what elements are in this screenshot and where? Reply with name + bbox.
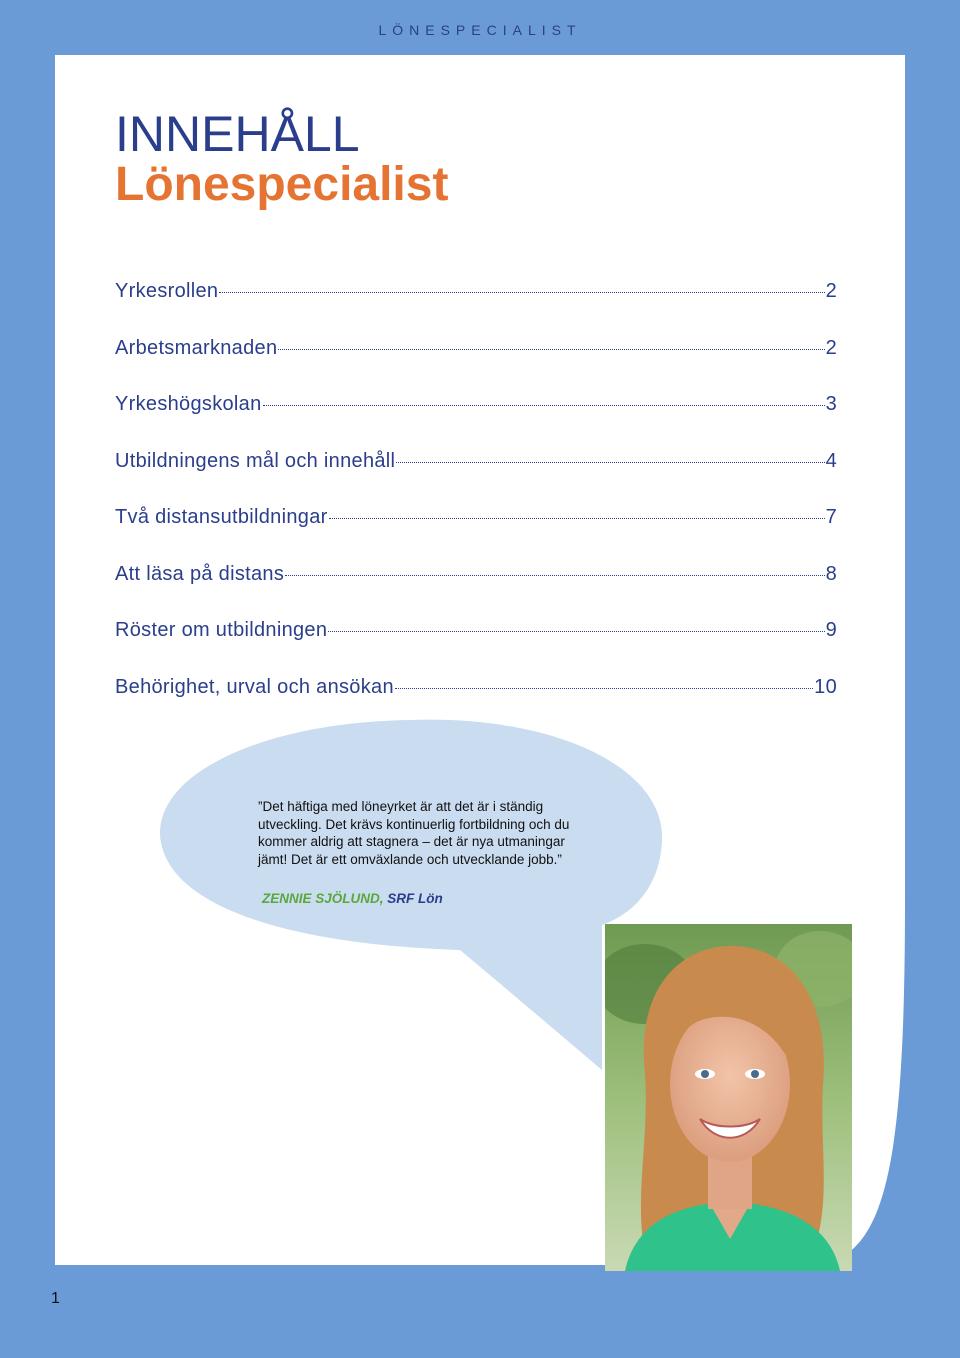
portrait-photo [605, 924, 852, 1271]
toc-entry[interactable] [115, 506, 837, 563]
toc-entry-page: 7 [825, 506, 837, 528]
toc-entry-label: Arbetsmarknaden [115, 336, 278, 359]
toc-entry[interactable] [115, 563, 837, 620]
toc-entry-page: 9 [825, 619, 837, 641]
quote-attribution [262, 891, 443, 906]
toc-entry-label: Röster om utbildningen [115, 619, 328, 641]
toc-entry-label: Att läsa på distans [115, 562, 285, 585]
dot-leader [328, 631, 824, 632]
quote-author-name: ZENNIE SJÖLUND, [262, 891, 384, 906]
toc-entry-page: 3 [825, 393, 837, 415]
toc-entry[interactable] [115, 676, 837, 733]
page-subtitle: Lönespecialist [115, 158, 449, 211]
dot-leader [278, 349, 824, 350]
table-of-contents [115, 280, 837, 732]
dot-leader [219, 292, 824, 293]
page-number: 1 [51, 1290, 60, 1307]
toc-entry-label: Utbildningens mål och innehåll [115, 449, 396, 472]
running-header: LÖNESPECIALIST [378, 22, 582, 38]
dot-leader [395, 688, 813, 689]
dot-leader [329, 518, 825, 519]
toc-entry[interactable] [115, 619, 837, 676]
toc-entry[interactable] [115, 450, 837, 507]
toc-entry-page: 2 [825, 280, 837, 302]
toc-entry-label: Yrkesrollen [115, 280, 219, 302]
toc-entry-label: Behörighet, urval och ansökan [115, 675, 394, 698]
toc-entry-label: Två distansutbildningar [115, 506, 328, 528]
toc-entry-page: 4 [825, 449, 837, 472]
dot-leader [285, 575, 824, 576]
quote-text: ”Det häftiga med löneyrket är att det är i ständig utveckling. Det krävs kontinuerlig fortbildning och du kommer aldrig att stagnera – det är nya utmaningar jämt! Det är ett omväxlande och utvecklande jobb.” [258, 799, 570, 867]
toc-entry[interactable] [115, 393, 837, 450]
toc-entry[interactable] [115, 280, 837, 337]
quote-author-org: SRF Lön [383, 891, 443, 906]
page-title: INNEHÅLL [115, 106, 360, 162]
toc-entry-page: 2 [825, 336, 837, 359]
dot-leader [263, 405, 825, 406]
toc-entry-page: 10 [814, 675, 837, 698]
dot-leader [396, 462, 824, 463]
toc-entry[interactable] [115, 337, 837, 394]
toc-entry-label: Yrkeshögskolan [115, 393, 262, 415]
toc-entry-page: 8 [825, 562, 837, 585]
